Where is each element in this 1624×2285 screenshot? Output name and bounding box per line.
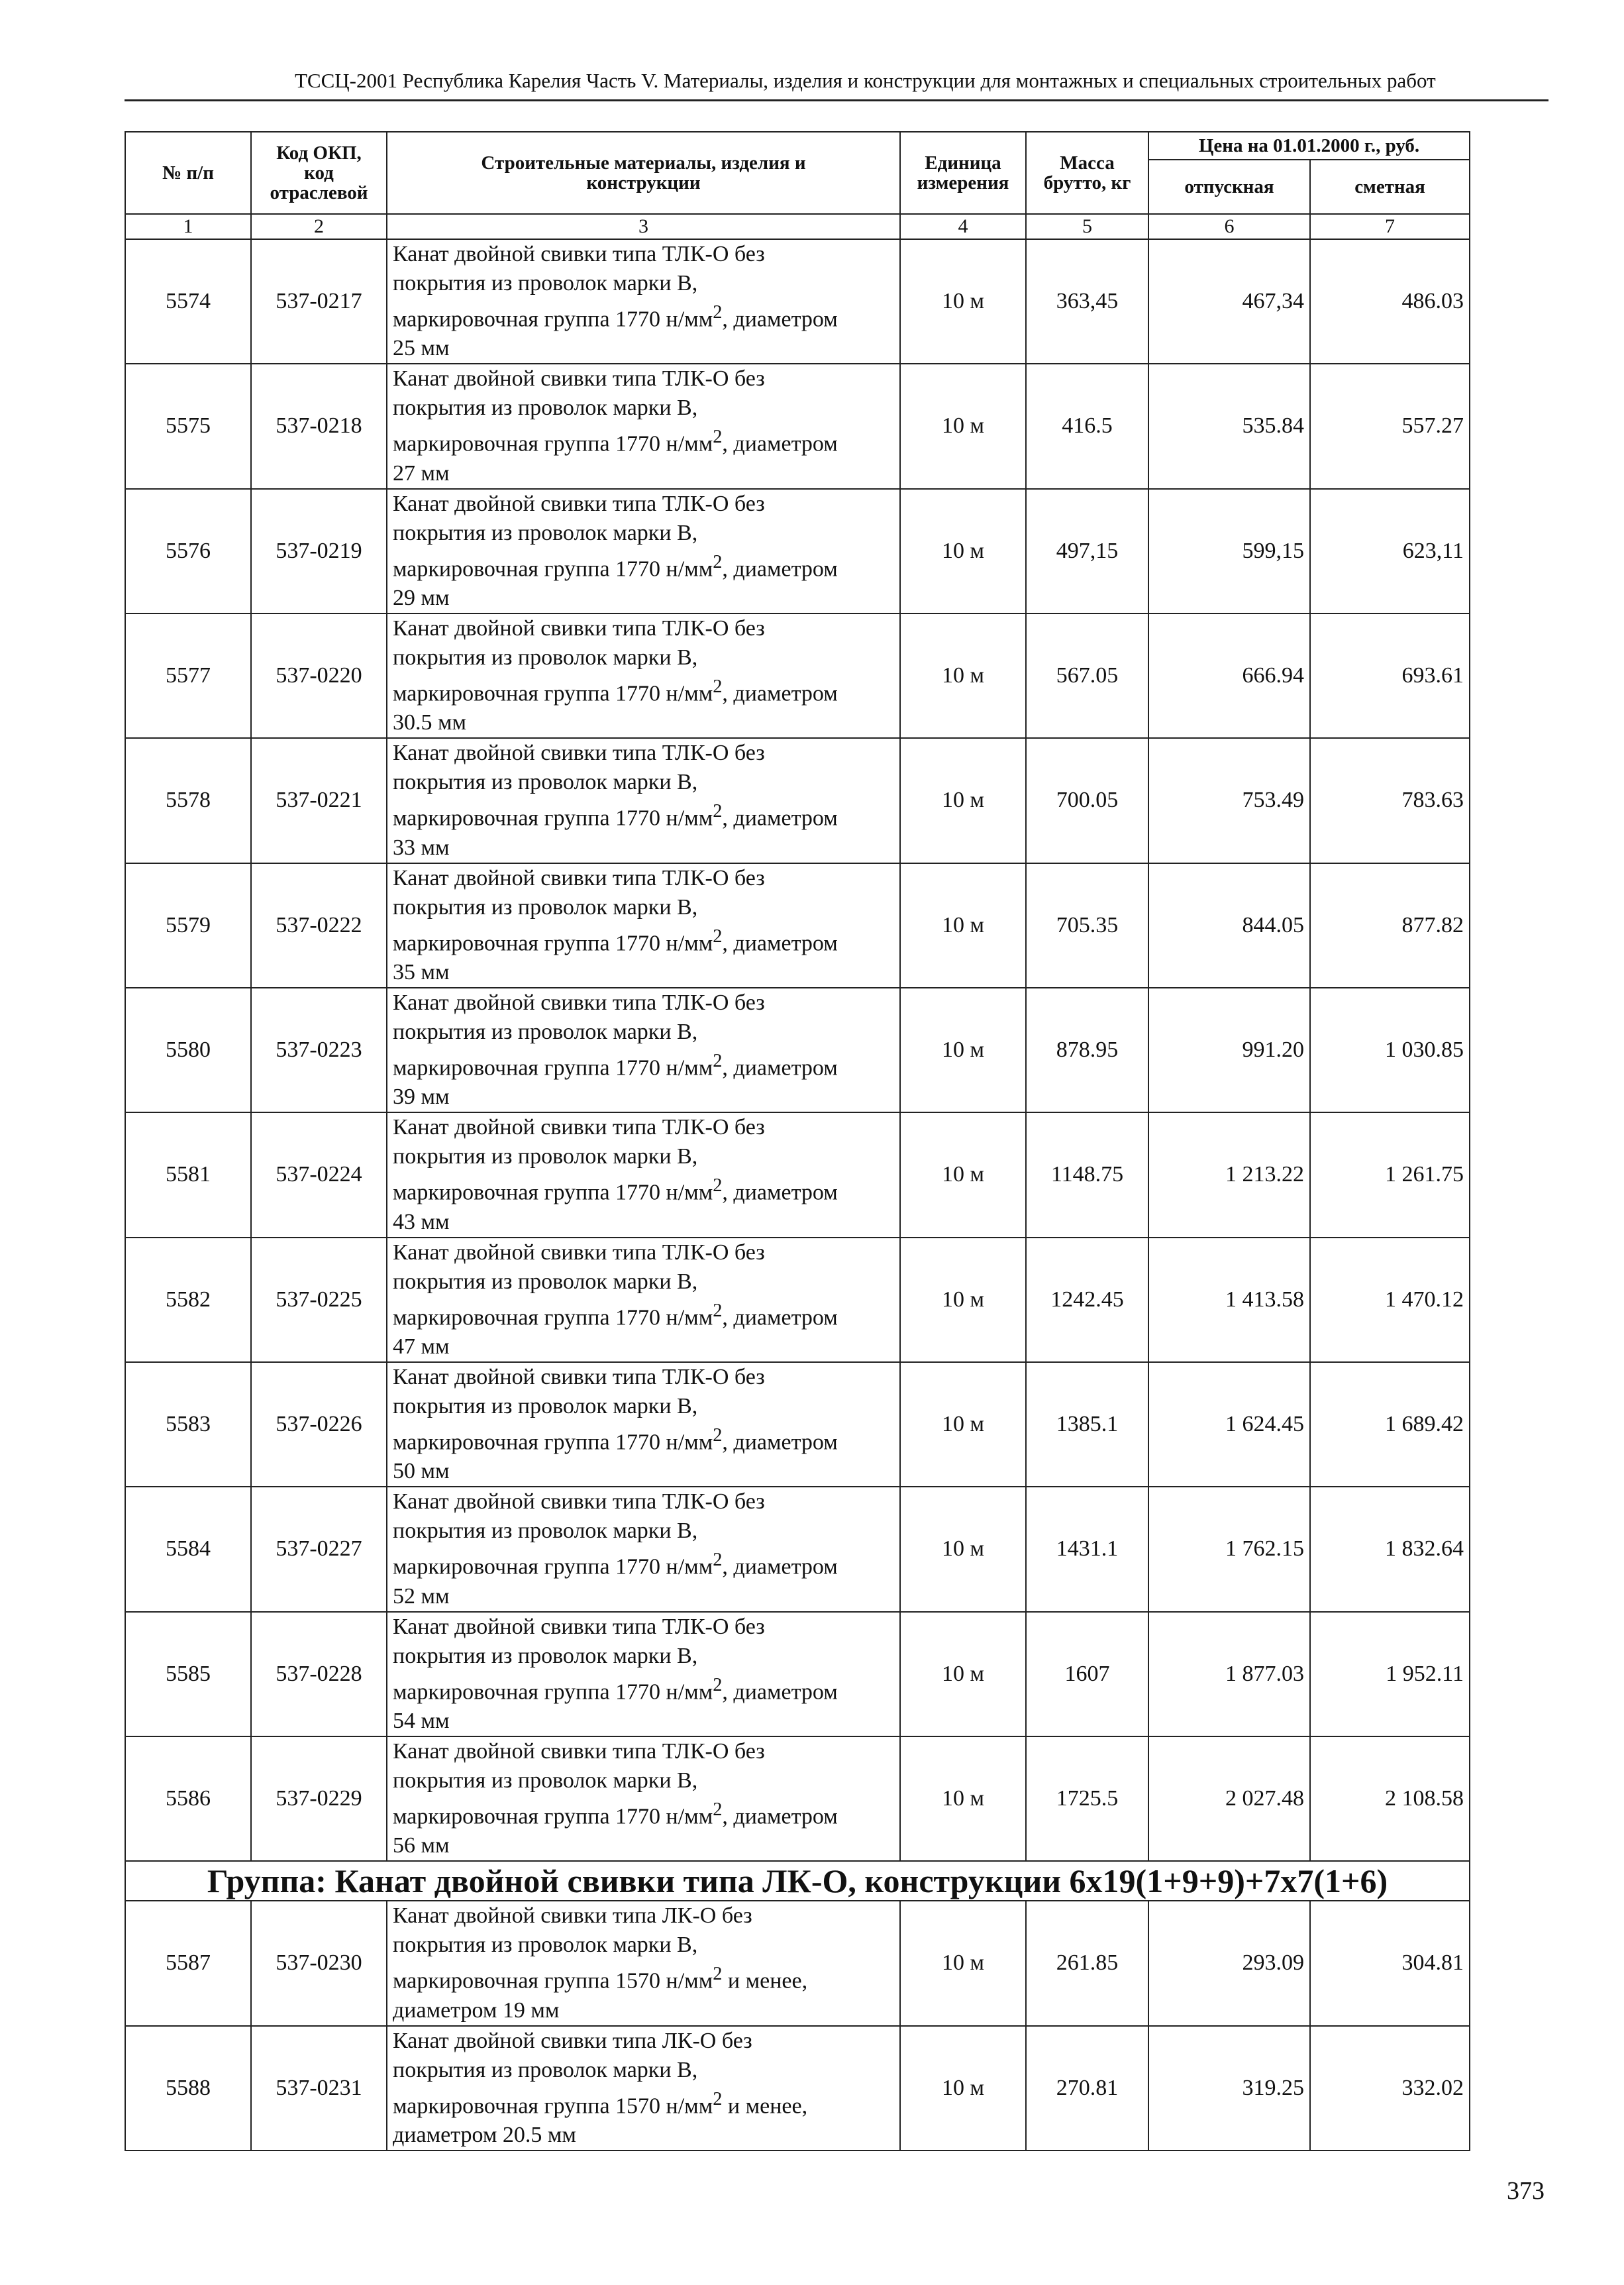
description-text: , диаметром xyxy=(722,556,838,581)
description-text: , диаметром xyxy=(722,1554,838,1579)
description-line xyxy=(393,548,894,584)
row-number: 5578 xyxy=(125,738,251,863)
row-description xyxy=(387,863,900,988)
description-text: и менее, xyxy=(722,1968,808,1993)
description-text: маркировочная группа 1770 н/мм xyxy=(393,681,713,706)
description-line: Канат двойной свивки типа ТЛК-О без xyxy=(393,990,765,1015)
header-unit-line2: измерения xyxy=(917,172,1009,193)
description-line xyxy=(393,298,894,334)
description-text: маркировочная группа 1570 н/мм xyxy=(393,1968,713,1993)
row-mass: 1242.45 xyxy=(1026,1238,1148,1362)
row-price-release: 991.20 xyxy=(1148,988,1310,1112)
description-line: Канат двойной свивки типа ТЛК-О без xyxy=(393,865,765,890)
description-text: , диаметром xyxy=(722,307,838,332)
row-unit: 10 м xyxy=(900,1487,1026,1611)
row-code: 537-0217 xyxy=(251,239,387,364)
table-body xyxy=(125,239,1470,1861)
row-number: 5575 xyxy=(125,364,251,488)
header-mass xyxy=(1026,132,1148,214)
row-number: 5574 xyxy=(125,239,251,364)
row-description xyxy=(387,489,900,613)
description-line: 29 мм xyxy=(393,585,450,610)
header-code-line1: Код ОКП, xyxy=(276,142,362,164)
row-price-release: 1 213.22 xyxy=(1148,1112,1310,1237)
description-text: , диаметром xyxy=(722,930,838,955)
row-mass: 363,45 xyxy=(1026,239,1148,364)
unit-superscript: 2 xyxy=(713,1300,723,1321)
description-line: Канат двойной свивки типа ТЛК-О без xyxy=(393,1115,765,1140)
description-line xyxy=(393,1546,894,1581)
row-description xyxy=(387,738,900,863)
row-description xyxy=(387,988,900,1112)
row-code: 537-0218 xyxy=(251,364,387,488)
description-text: , диаметром xyxy=(722,1804,838,1829)
table-row xyxy=(125,1112,1470,1237)
description-line: 25 мм xyxy=(393,336,450,361)
description-line: покрытия из проволок марки В, xyxy=(393,1019,698,1044)
description-text: , диаметром xyxy=(722,431,838,456)
row-number: 5584 xyxy=(125,1487,251,1611)
row-price-release: 1 762.15 xyxy=(1148,1487,1310,1611)
row-code: 537-0225 xyxy=(251,1238,387,1362)
row-number: 5588 xyxy=(125,2026,251,2151)
row-price-release: 1 624.45 xyxy=(1148,1362,1310,1487)
row-mass: 270.81 xyxy=(1026,2026,1148,2151)
price-table xyxy=(125,131,1470,2151)
header-mass-line1: Масса xyxy=(1060,152,1115,174)
description-line xyxy=(393,797,894,833)
row-price-estimate: 1 261.75 xyxy=(1310,1112,1470,1237)
description-text: , диаметром xyxy=(722,1679,838,1704)
row-price-release: 753.49 xyxy=(1148,738,1310,863)
row-price-release: 2 027.48 xyxy=(1148,1736,1310,1861)
row-unit: 10 м xyxy=(900,738,1026,863)
row-mass: 1607 xyxy=(1026,1612,1148,1736)
description-text: маркировочная группа 1770 н/мм xyxy=(393,1180,713,1205)
description-text: и менее, xyxy=(722,2093,808,2118)
page-number: 373 xyxy=(1507,2177,1545,2205)
row-price-estimate: 1 832.64 xyxy=(1310,1487,1470,1611)
description-line: Канат двойной свивки типа ТЛК-О без xyxy=(393,242,765,266)
description-line: 54 мм xyxy=(393,1708,450,1733)
row-price-estimate: 332.02 xyxy=(1310,2026,1470,2151)
description-line: покрытия из проволок марки В, xyxy=(393,894,698,920)
column-number: 7 xyxy=(1310,214,1470,239)
table-row xyxy=(125,2026,1470,2151)
unit-superscript: 2 xyxy=(713,551,723,572)
description-text: , диаметром xyxy=(722,1304,838,1330)
row-number: 5583 xyxy=(125,1362,251,1487)
row-unit: 10 м xyxy=(900,489,1026,613)
description-line: покрытия из проволок марки В, xyxy=(393,271,698,295)
unit-superscript: 2 xyxy=(713,302,723,323)
description-line: Канат двойной свивки типа ТЛК-О без xyxy=(393,1614,765,1639)
unit-superscript: 2 xyxy=(713,1674,723,1695)
description-line: покрытия из проволок марки В, xyxy=(393,1518,698,1544)
row-code: 537-0229 xyxy=(251,1736,387,1861)
description-text: маркировочная группа 1770 н/мм xyxy=(393,1554,713,1579)
row-unit: 10 м xyxy=(900,364,1026,488)
header-price-estimate: сметная xyxy=(1310,160,1470,214)
description-text: маркировочная группа 1770 н/мм xyxy=(393,1804,713,1829)
description-line xyxy=(393,2085,894,2121)
column-number-row xyxy=(125,214,1470,239)
row-number: 5580 xyxy=(125,988,251,1112)
description-line xyxy=(393,1671,894,1707)
row-price-release: 599,15 xyxy=(1148,489,1310,613)
unit-superscript: 2 xyxy=(713,801,723,822)
column-number: 4 xyxy=(900,214,1026,239)
row-number: 5579 xyxy=(125,863,251,988)
header-unit-line1: Единица xyxy=(925,152,1001,174)
running-head: ТССЦ-2001 Республика Карелия Часть V. Материалы, изделия и конструкции для монтажных и специальных строительных работ xyxy=(295,69,1436,92)
description-text: маркировочная группа 1770 н/мм xyxy=(393,1679,713,1704)
row-unit: 10 м xyxy=(900,1612,1026,1736)
row-mass: 1385.1 xyxy=(1026,1362,1148,1487)
row-code: 537-0222 xyxy=(251,863,387,988)
row-number: 5587 xyxy=(125,1901,251,2025)
description-line xyxy=(393,1960,894,1995)
row-code: 537-0228 xyxy=(251,1612,387,1736)
row-price-estimate: 2 108.58 xyxy=(1310,1736,1470,1861)
unit-superscript: 2 xyxy=(713,676,723,697)
row-price-estimate: 304.81 xyxy=(1310,1901,1470,2025)
row-description xyxy=(387,613,900,738)
header-name-line1: Строительные материалы, изделия и xyxy=(481,152,806,174)
description-line: покрытия из проволок марки В, xyxy=(393,1933,698,1958)
description-line: покрытия из проволок марки В, xyxy=(393,645,698,670)
table-row xyxy=(125,738,1470,863)
description-line xyxy=(393,672,894,708)
unit-superscript: 2 xyxy=(713,1799,723,1820)
row-price-estimate: 693.61 xyxy=(1310,613,1470,738)
unit-superscript: 2 xyxy=(713,1050,723,1071)
row-description xyxy=(387,1612,900,1736)
group-title: Группа: Канат двойной свивки типа ЛК-О, конструкции 6х19(1+9+9)+7х7(1+6) xyxy=(125,1861,1470,1901)
row-description xyxy=(387,1238,900,1362)
row-code: 537-0227 xyxy=(251,1487,387,1611)
description-text: маркировочная группа 1770 н/мм xyxy=(393,1055,713,1081)
description-line: Канат двойной свивки типа ТЛК-О без xyxy=(393,366,765,392)
row-number: 5582 xyxy=(125,1238,251,1362)
description-line: 30.5 мм xyxy=(393,710,467,735)
row-code: 537-0221 xyxy=(251,738,387,863)
description-line: покрытия из проволок марки В, xyxy=(393,1643,698,1668)
description-text: , диаметром xyxy=(722,1180,838,1205)
description-text: , диаметром xyxy=(722,681,838,706)
header-unit xyxy=(900,132,1026,214)
row-mass: 705.35 xyxy=(1026,863,1148,988)
table-row xyxy=(125,364,1470,488)
row-price-estimate: 1 470.12 xyxy=(1310,1238,1470,1362)
row-unit: 10 м xyxy=(900,239,1026,364)
description-line: 27 мм xyxy=(393,460,450,486)
description-text: маркировочная группа 1770 н/мм xyxy=(393,431,713,456)
description-line: покрытия из проволок марки В, xyxy=(393,520,698,545)
unit-superscript: 2 xyxy=(713,1550,723,1571)
row-price-estimate: 1 952.11 xyxy=(1310,1612,1470,1736)
description-line xyxy=(393,1047,894,1083)
description-line: покрытия из проволок марки В, xyxy=(393,1144,698,1169)
description-text: маркировочная группа 1770 н/мм xyxy=(393,1304,713,1330)
row-mass: 416.5 xyxy=(1026,364,1148,488)
description-line: Канат двойной свивки типа ТЛК-О без xyxy=(393,1240,765,1265)
row-unit: 10 м xyxy=(900,1901,1026,2025)
unit-superscript: 2 xyxy=(713,1964,723,1985)
description-text: маркировочная группа 1770 н/мм xyxy=(393,307,713,332)
table-row xyxy=(125,239,1470,364)
table-row xyxy=(125,1487,1470,1611)
row-code: 537-0220 xyxy=(251,613,387,738)
unit-superscript: 2 xyxy=(713,1175,723,1196)
row-description xyxy=(387,1112,900,1237)
column-number: 2 xyxy=(251,214,387,239)
row-mass: 497,15 xyxy=(1026,489,1148,613)
table-row xyxy=(125,1362,1470,1487)
description-line: 52 мм xyxy=(393,1583,450,1609)
description-line: 47 мм xyxy=(393,1334,450,1359)
row-unit: 10 м xyxy=(900,988,1026,1112)
description-line: покрытия из проволок марки В, xyxy=(393,396,698,421)
header-code xyxy=(251,132,387,214)
table-row xyxy=(125,863,1470,988)
row-price-estimate: 557.27 xyxy=(1310,364,1470,488)
header-price-release: отпускная xyxy=(1148,160,1310,214)
table-row xyxy=(125,1736,1470,1861)
column-number: 5 xyxy=(1026,214,1148,239)
description-line: 56 мм xyxy=(393,1833,450,1858)
table-row xyxy=(125,1612,1470,1736)
row-number: 5577 xyxy=(125,613,251,738)
header-price-group: Цена на 01.01.2000 г., руб. xyxy=(1148,132,1470,160)
description-line: покрытия из проволок марки В, xyxy=(393,1768,698,1793)
description-line: 35 мм xyxy=(393,959,450,984)
description-line xyxy=(393,1297,894,1332)
row-mass: 567.05 xyxy=(1026,613,1148,738)
row-price-release: 467,34 xyxy=(1148,239,1310,364)
row-price-estimate: 486.03 xyxy=(1310,239,1470,364)
row-price-release: 1 877.03 xyxy=(1148,1612,1310,1736)
row-code: 537-0223 xyxy=(251,988,387,1112)
row-number: 5585 xyxy=(125,1612,251,1736)
description-text: , диаметром xyxy=(722,1055,838,1081)
description-text: маркировочная группа 1770 н/мм xyxy=(393,556,713,581)
unit-superscript: 2 xyxy=(713,2088,723,2109)
description-line: 39 мм xyxy=(393,1085,450,1110)
description-line: Канат двойной свивки типа ТЛК-О без xyxy=(393,491,765,516)
description-line: Канат двойной свивки типа ТЛК-О без xyxy=(393,741,765,766)
description-line xyxy=(393,1421,894,1457)
row-code: 537-0219 xyxy=(251,489,387,613)
description-line: Канат двойной свивки типа ЛК-О без xyxy=(393,1903,752,1929)
table-row xyxy=(125,1901,1470,2025)
row-mass: 700.05 xyxy=(1026,738,1148,863)
description-line: Канат двойной свивки типа ТЛК-О без xyxy=(393,1364,765,1389)
row-code: 537-0231 xyxy=(251,2026,387,2151)
column-number: 3 xyxy=(387,214,900,239)
description-line: покрытия из проволок марки В, xyxy=(393,770,698,795)
description-line: 33 мм xyxy=(393,835,450,860)
row-mass: 1725.5 xyxy=(1026,1736,1148,1861)
row-number: 5581 xyxy=(125,1112,251,1237)
row-code: 537-0230 xyxy=(251,1901,387,2025)
table-row xyxy=(125,1238,1470,1362)
description-line: диаметром 19 мм xyxy=(393,1997,560,2023)
row-unit: 10 м xyxy=(900,1238,1026,1362)
description-text: маркировочная группа 1770 н/мм xyxy=(393,930,713,955)
row-mass: 1148.75 xyxy=(1026,1112,1148,1237)
header-name-line2: конструкции xyxy=(586,172,701,193)
column-number: 6 xyxy=(1148,214,1310,239)
description-line: покрытия из проволок марки В, xyxy=(393,1269,698,1294)
description-text: маркировочная группа 1770 н/мм xyxy=(393,1430,713,1455)
header-rule xyxy=(125,99,1548,101)
header-code-line2: код xyxy=(304,162,334,184)
description-line xyxy=(393,1795,894,1831)
row-number: 5576 xyxy=(125,489,251,613)
description-line: Канат двойной свивки типа ТЛК-О без xyxy=(393,1738,765,1764)
description-line: Канат двойной свивки типа ТЛК-О без xyxy=(393,615,765,641)
unit-superscript: 2 xyxy=(713,1424,723,1446)
description-line: 50 мм xyxy=(393,1459,450,1484)
header-code-line3: отраслевой xyxy=(270,182,368,203)
group-header xyxy=(125,1861,1470,1901)
row-description xyxy=(387,1736,900,1861)
table-row xyxy=(125,489,1470,613)
description-line: Канат двойной свивки типа ЛК-О без xyxy=(393,2028,752,2053)
row-description xyxy=(387,1362,900,1487)
table-row xyxy=(125,613,1470,738)
header-name xyxy=(387,132,900,214)
row-price-estimate: 783.63 xyxy=(1310,738,1470,863)
row-description xyxy=(387,2026,900,2151)
description-line xyxy=(393,423,894,458)
row-unit: 10 м xyxy=(900,863,1026,988)
description-line xyxy=(393,922,894,958)
description-text: маркировочная группа 1770 н/мм xyxy=(393,806,713,831)
row-unit: 10 м xyxy=(900,613,1026,738)
description-text: , диаметром xyxy=(722,806,838,831)
row-description xyxy=(387,239,900,364)
description-line: диаметром 20.5 мм xyxy=(393,2122,576,2147)
row-price-release: 293.09 xyxy=(1148,1901,1310,2025)
header-np: № п/п xyxy=(125,132,251,214)
table-row xyxy=(125,988,1470,1112)
description-text: , диаметром xyxy=(722,1430,838,1455)
row-code: 537-0224 xyxy=(251,1112,387,1237)
row-description xyxy=(387,1487,900,1611)
description-line: покрытия из проволок марки В, xyxy=(393,1393,698,1418)
row-unit: 10 м xyxy=(900,2026,1026,2151)
description-text: маркировочная группа 1570 н/мм xyxy=(393,2093,713,2118)
unit-superscript: 2 xyxy=(713,427,723,448)
unit-superscript: 2 xyxy=(713,926,723,947)
description-line: покрытия из проволок марки В, xyxy=(393,2057,698,2082)
row-price-estimate: 623,11 xyxy=(1310,489,1470,613)
column-number: 1 xyxy=(125,214,251,239)
row-unit: 10 м xyxy=(900,1362,1026,1487)
row-unit: 10 м xyxy=(900,1112,1026,1237)
row-price-release: 319.25 xyxy=(1148,2026,1310,2151)
row-price-release: 844.05 xyxy=(1148,863,1310,988)
row-price-release: 1 413.58 xyxy=(1148,1238,1310,1362)
group-table-body xyxy=(125,1901,1470,2151)
row-description xyxy=(387,364,900,488)
row-description xyxy=(387,1901,900,2025)
row-price-estimate: 877.82 xyxy=(1310,863,1470,988)
row-code: 537-0226 xyxy=(251,1362,387,1487)
row-mass: 1431.1 xyxy=(1026,1487,1148,1611)
row-price-release: 535.84 xyxy=(1148,364,1310,488)
description-line xyxy=(393,1171,894,1207)
row-mass: 261.85 xyxy=(1026,1901,1148,2025)
row-mass: 878.95 xyxy=(1026,988,1148,1112)
row-price-estimate: 1 689.42 xyxy=(1310,1362,1470,1487)
row-unit: 10 м xyxy=(900,1736,1026,1861)
row-price-estimate: 1 030.85 xyxy=(1310,988,1470,1112)
header-mass-line2: брутто, кг xyxy=(1043,172,1131,193)
description-line: Канат двойной свивки типа ТЛК-О без xyxy=(393,1489,765,1514)
description-line: 43 мм xyxy=(393,1209,450,1234)
row-number: 5586 xyxy=(125,1736,251,1861)
row-price-release: 666.94 xyxy=(1148,613,1310,738)
table-header xyxy=(125,132,1470,239)
